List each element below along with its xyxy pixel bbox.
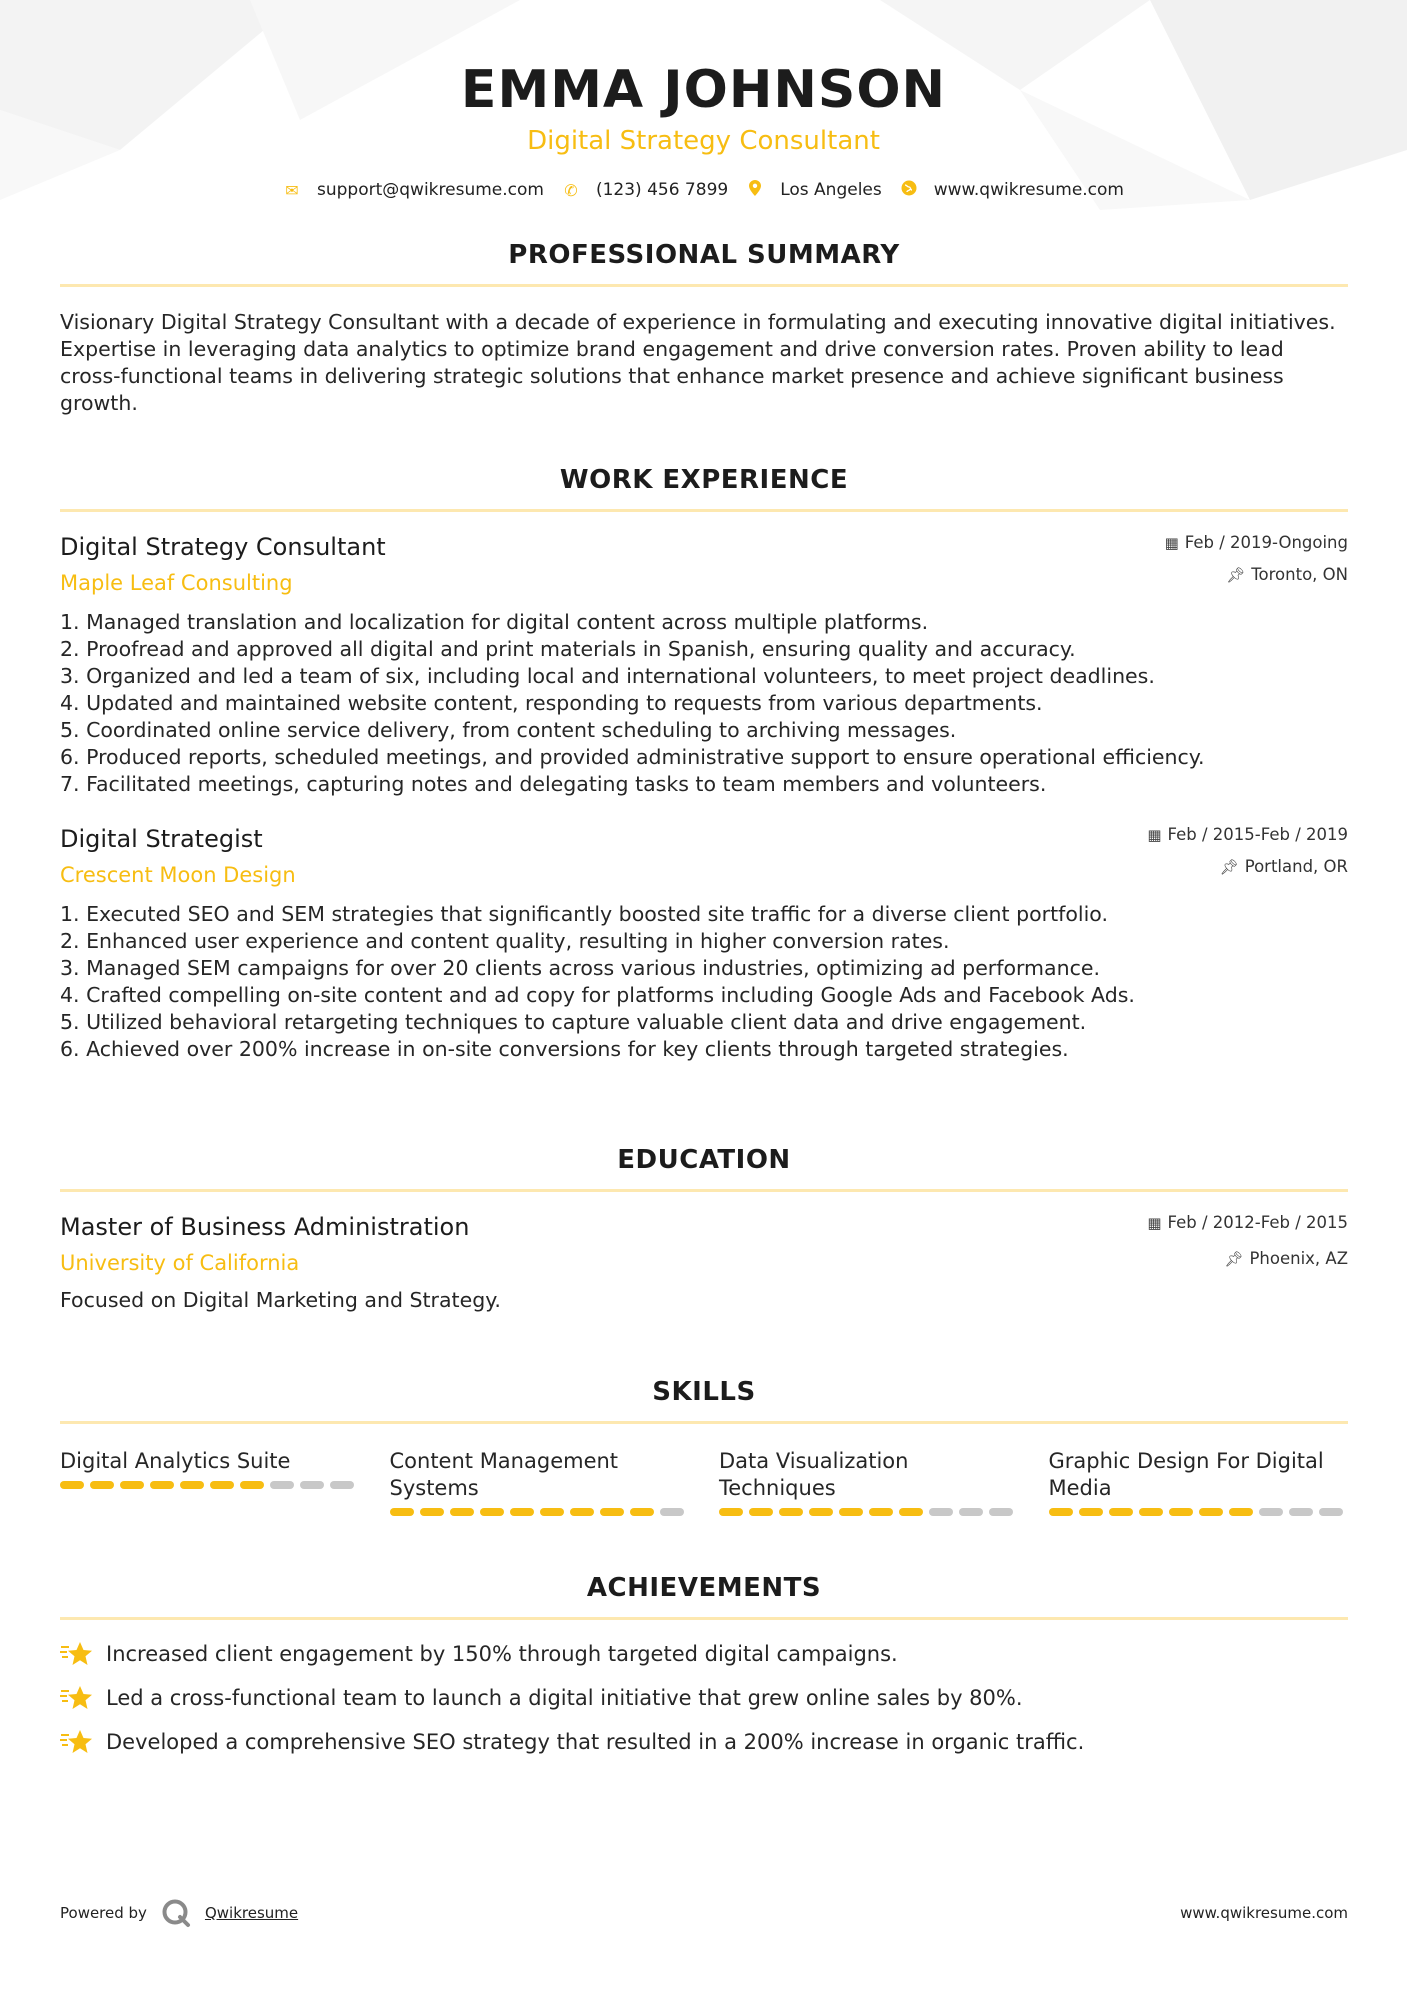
skill-segment-filled [450,1508,474,1516]
skill-segment-filled [719,1508,743,1516]
skill-segment-filled [1049,1508,1073,1516]
list-item: 3. Organized and led a team of six, including local and international volunteers, to meet project deadlines. [60,664,1155,688]
achievement-item [60,1640,1348,1668]
skill-name: Digital Analytics Suite [60,1449,291,1473]
job-entry [60,532,1348,798]
job-location [1147,856,1348,878]
email-text: support@qwikresume.com [317,180,544,200]
job-bullets [60,609,1348,798]
skill-name: Graphic Design For Digital Media [1048,1449,1324,1500]
candidate-name: EMMA JOHNSON [460,60,947,120]
phone-icon: ✆ [564,180,578,200]
job-company: Maple Leaf Consulting [60,571,293,595]
section-divider [60,1189,1348,1192]
skill-segment-filled [1169,1508,1193,1516]
skill-level-bar [60,1481,360,1489]
skill-segment-filled [1079,1508,1103,1516]
website-text: www.qwikresume.com [933,180,1124,200]
skill-segment-empty [1259,1508,1283,1516]
section-divider [60,1421,1348,1424]
list-item: 3. Managed SEM campaigns for over 20 clients across various industries, optimizing ad performance. [60,956,1100,980]
job-meta [1165,532,1348,586]
list-item: 4. Updated and maintained website content, responding to requests from various departments. [60,691,1043,715]
skill-level-bar [390,1508,690,1516]
job-meta [1147,824,1348,878]
list-item: 2. Proofread and approved all digital and print materials in Spanish, ensuring quality and accuracy. [60,637,1076,661]
list-item: 7. Facilitated meetings, capturing notes and delegating tasks to team members and volunteers. [60,772,1047,796]
skill-segment-filled [749,1508,773,1516]
job-entry [60,824,1348,1063]
job-date-text: Feb / 2015-Feb / 2019 [1167,825,1348,844]
envelope-icon: ✉ [285,180,299,200]
skill-segment-filled [1199,1508,1223,1516]
skill-segment-filled [839,1508,863,1516]
pushpin-icon: 📌︎ [1219,858,1239,876]
education-description: Focused on Digital Marketing and Strategy. [60,1288,501,1312]
job-location [1165,564,1348,586]
education-meta [1147,1212,1348,1270]
skill-segment-filled [180,1481,204,1489]
skill-segment-empty [929,1508,953,1516]
job-title: Digital Strategist [60,825,263,853]
skill-segment-filled [1229,1508,1253,1516]
skill-segment-filled [510,1508,534,1516]
skill-name: Content Management Systems [389,1449,619,1500]
skill-item [60,1448,360,1516]
skill-segment-filled [90,1481,114,1489]
skill-segment-filled [600,1508,624,1516]
skills-heading: SKILLS [652,1377,756,1407]
education-section [60,1143,1348,1314]
candidate-role: Digital Strategy Consultant [527,126,880,156]
skill-segment-filled [809,1508,833,1516]
skill-segment-empty [1289,1508,1313,1516]
globe-icon [900,180,918,200]
achievement-item [60,1728,1348,1756]
skill-segment-empty [660,1508,684,1516]
skill-segment-filled [390,1508,414,1516]
summary-heading: PROFESSIONAL SUMMARY [508,240,900,270]
phone-text: (123) 456 7899 [595,180,729,200]
skill-segment-filled [570,1508,594,1516]
achievements-list [60,1640,1348,1756]
job-location-text: Toronto, ON [1251,565,1348,584]
job-bullets [60,901,1348,1063]
job-title: Digital Strategy Consultant [60,533,386,561]
summary-section [60,238,1348,417]
achievements-heading: ACHIEVEMENTS [586,1573,822,1603]
achievement-text: Led a cross-functional team to launch a digital initiative that grew online sales by 80%. [106,1686,1023,1710]
section-divider [60,1617,1348,1620]
achievements-section [60,1571,1348,1772]
skill-segment-empty [1319,1508,1343,1516]
achievement-item [60,1684,1348,1712]
qwikresume-link[interactable]: Qwikresume [204,1904,299,1922]
list-item: 5. Utilized behavioral retargeting techniques to capture valuable client data and drive engagement. [60,1010,1087,1034]
pushpin-icon: 📌︎ [1226,566,1246,584]
list-item: 4. Crafted compelling on-site content and ad copy for platforms including Google Ads and Facebook Ads. [60,983,1135,1007]
skill-segment-empty [989,1508,1013,1516]
job-date [1165,532,1348,554]
school-name: University of California [60,1251,300,1275]
section-divider [60,284,1348,287]
list-item: 2. Enhanced user experience and content quality, resulting in higher conversion rates. [60,929,950,953]
calendar-icon: ▦ [1147,1214,1162,1232]
job-date-text: Feb / 2019-Ongoing [1184,533,1348,552]
skill-item [390,1448,690,1516]
job-company: Crescent Moon Design [60,863,296,887]
education-date [1147,1212,1348,1234]
list-item: 6. Achieved over 200% increase in on-site conversions for key clients through targeted strategies. [60,1037,1069,1061]
skill-segment-filled [1109,1508,1133,1516]
list-item: 6. Produced reports, scheduled meetings, and provided administrative support to ensure operational efficiency. [60,745,1205,769]
skill-name: Data Visualization Techniques [719,1449,909,1500]
contact-website[interactable] [900,180,1124,200]
skill-segment-filled [630,1508,654,1516]
experience-heading: WORK EXPERIENCE [559,465,849,495]
education-entry [60,1212,1348,1314]
section-divider [60,509,1348,512]
skill-segment-empty [300,1481,324,1489]
job-location-text: Portland, OR [1244,857,1348,876]
footer-website[interactable]: www.qwikresume.com [1180,1904,1348,1922]
skill-segment-filled [60,1481,84,1489]
powered-by-label: Powered by [60,1904,147,1922]
job-date [1147,824,1348,846]
pushpin-icon: 📌︎ [1224,1250,1244,1268]
list-item: 5. Coordinated online service delivery, from content scheduling to archiving messages. [60,718,957,742]
skill-segment-empty [270,1481,294,1489]
contact-location [746,180,882,200]
experience-section [60,463,1348,1063]
contact-email[interactable] [283,180,544,200]
achievement-text: Increased client engagement by 150% through targeted digital campaigns. [106,1642,898,1666]
star-icon [60,1728,92,1756]
star-icon [60,1684,92,1712]
calendar-icon: ▦ [1147,826,1162,844]
skill-segment-filled [779,1508,803,1516]
skill-segment-filled [120,1481,144,1489]
list-item: 1. Managed translation and localization for digital content across multiple platforms. [60,610,929,634]
skills-section [60,1375,1348,1516]
contact-bar [0,180,1407,200]
education-heading: EDUCATION [617,1145,791,1175]
list-item: 1. Executed SEO and SEM strategies that significantly boosted site traffic for a diverse client portfolio. [60,902,1108,926]
skill-segment-filled [210,1481,234,1489]
summary-text: Visionary Digital Strategy Consultant with a decade of experience in formulating and executing innovative digital initiatives. Expertise in leveraging data analytics to optimize brand engagement and drive conversion rates. Proven ability to lead cross-functional teams in delivering strategic solutions that enhance market presence and achieve significant business growth. [60,310,1336,415]
contact-phone[interactable] [562,180,728,200]
footer [60,1898,1348,1928]
skill-item [1049,1448,1349,1516]
education-date-text: Feb / 2012-Feb / 2015 [1167,1213,1348,1232]
skill-segment-filled [480,1508,504,1516]
powered-by [60,1898,298,1928]
star-icon [60,1640,92,1668]
skill-segment-filled [540,1508,564,1516]
skill-segment-filled [420,1508,444,1516]
skill-level-bar [1049,1508,1349,1516]
education-location-text: Phoenix, AZ [1249,1249,1348,1268]
resume-header [0,0,1407,200]
skill-segment-empty [330,1481,354,1489]
skills-grid [60,1448,1348,1516]
calendar-icon: ▦ [1164,534,1179,552]
skill-level-bar [719,1508,1019,1516]
skill-segment-filled [240,1481,264,1489]
skill-segment-filled [1139,1508,1163,1516]
achievement-text: Developed a comprehensive SEO strategy that resulted in a 200% increase in organic traffic. [106,1730,1085,1754]
skill-segment-filled [899,1508,923,1516]
qwikresume-logo-icon [161,1898,191,1928]
skill-segment-empty [959,1508,983,1516]
skill-segment-filled [869,1508,893,1516]
education-location [1147,1248,1348,1270]
skill-segment-filled [150,1481,174,1489]
degree-title: Master of Business Administration [60,1213,470,1241]
map-pin-icon [746,180,764,200]
location-text: Los Angeles [780,180,882,200]
skill-item [719,1448,1019,1516]
